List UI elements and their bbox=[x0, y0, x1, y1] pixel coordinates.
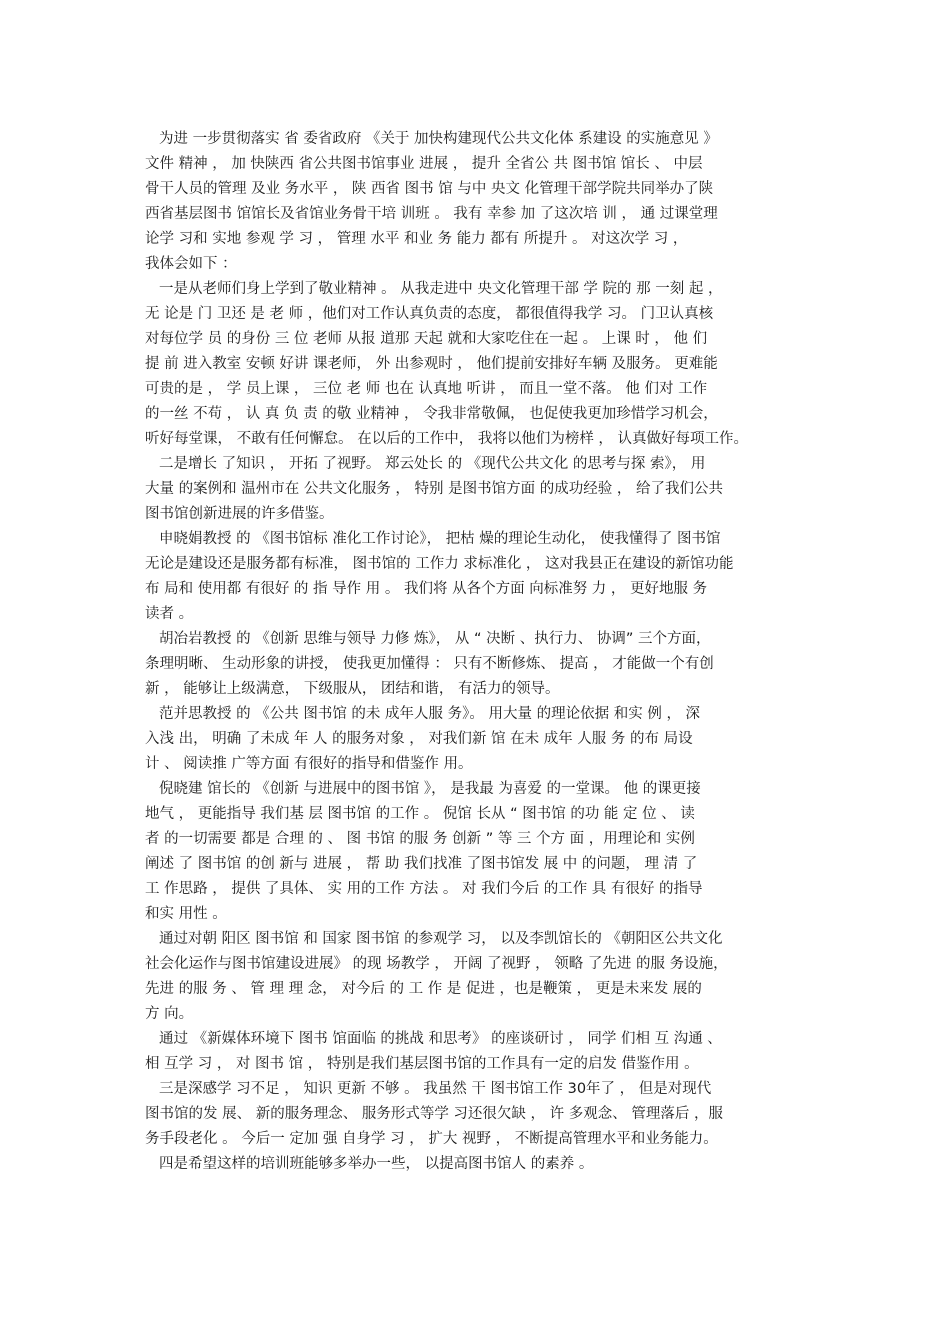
text-line: 图书馆创新进展的许多借鉴。 bbox=[145, 506, 334, 522]
text-line: 读者 。 bbox=[145, 606, 194, 622]
text-line: 的一丝 不苟 ， 认 真 负 责 的敬 业精神 ， 令我非常敬佩， 也促使我更加珍惜学习机会， bbox=[145, 406, 718, 422]
text-line: 无论是建设还是服务都有标准， 图书馆的 工作力 求标准化 ， 这对我县正在建设的新馆功能 bbox=[145, 556, 734, 572]
text-line: 文件 精神 ， 加 快陕西 省公共图书馆事业 进展 ， 提升 全省公 共 图书馆 馆长 、 中层 bbox=[145, 156, 703, 172]
text-line: 入浅 出， 明确 了未成 年 人 的服务对象 ， 对我们新 馆 在未 成年 人服 务 的布 局设 bbox=[145, 731, 693, 747]
text-line: 通过对朝 阳区 图书馆 和 国家 图书馆 的参观学 习， 以及李凯馆长的 《朝阳区公共文化 bbox=[159, 931, 723, 947]
text-line: 一是从老师们身上学到了敬业精神 。 从我走进中 央文化管理干部 学 院的 那 一刻 起 ， bbox=[159, 281, 723, 297]
text-line: 方 向。 bbox=[145, 1006, 194, 1022]
text-line: 务手段老化 。 今后一 定加 强 自身学 习 ， 扩大 视野 ， 不断提高管理水平和业务能力。 bbox=[145, 1131, 718, 1147]
text-line: 胡冶岩教授 的 《创新 思维与领导 力修 炼》， 从 “ 决断 、执行力、 协调” 三个方面， bbox=[159, 631, 711, 647]
text-line: 地气 ， 更能指导 我们基 层 图书馆 的工作 。 倪馆 长从 “ 图书馆 的功 能 定 位 、 读 bbox=[145, 806, 695, 822]
text-line: 听好每堂课， 不敢有任何懈怠。 在以后的工作中， 我将以他们为榜样 ， 认真做好每项工作。 bbox=[145, 431, 749, 447]
text-line: 通过 《新媒体环境下 图书 馆面临 的挑战 和思考》 的座谈研讨 ， 同学 们相 互 沟通 、 bbox=[159, 1031, 722, 1047]
text-line: 二是增长 了知识 ， 开拓 了视野。 郑云处长 的 《现代公共文化 的思考与探 索》， 用 bbox=[159, 456, 706, 472]
text-line: 骨干人员的管理 及业 务水平 ， 陕 西省 图书 馆 与中 央文 化管理干部学院共同举办了陕 bbox=[145, 181, 714, 197]
text-line: 提 前 进入教室 安顿 好讲 课老师， 外 出参观时 ， 他们提前安排好车辆 及服务。 更难能 bbox=[145, 356, 718, 372]
text-line: 我体会如下 ： bbox=[145, 256, 237, 272]
text-line: 为进 一步贯彻落实 省 委省政府 《关于 加快构建现代公共文化体 系建设 的实施意见 》 bbox=[159, 131, 718, 147]
text-line: 论学 习和 实地 参观 学 习 ， 管理 水平 和业 务 能力 都有 所提升 。 对这次学 习 ， bbox=[145, 231, 688, 247]
text-line: 者 的一切需要 都是 合理 的 、 图 书馆 的服 务 创新 ” 等 三 个方 面 ，用理论和 实例 bbox=[145, 831, 695, 847]
text-line: 对每位学 员 的身份 三 位 老师 从报 道那 天起 就和大家吃住在一起 。 上课 时 ， 他 们 bbox=[145, 331, 708, 347]
text-line: 四是希望这样的培训班能够多举办一些， 以提高图书馆人 的素养 。 bbox=[159, 1156, 594, 1172]
text-line: 工 作思路 ， 提供 了具体、 实 用的工作 方法 。 对 我们今后 的工作 具 有很好 的指导 bbox=[145, 881, 703, 897]
text-line: 倪晓建 馆长的 《创新 与进展中的图书馆 》， 是我最 为喜爱 的一堂课。 他 的课更接 bbox=[159, 781, 701, 797]
text-line: 可贵的是 ， 学 员上课 ， 三位 老 师 也在 认真地 听讲 ， 而且一堂不落。 他 们对 工作 bbox=[145, 381, 708, 397]
document-body bbox=[145, 127, 825, 1177]
text-line: 计 、 阅读推 广等方面 有很好的指导和借鉴作 用。 bbox=[145, 756, 473, 772]
text-line: 条理明晰、 生动形象的讲授， 使我更加懂得 ： 只有不断修炼、 提高 ， 才能做一个有创 bbox=[145, 656, 714, 672]
text-line: 西省基层图书 馆馆长及省馆业务骨干培 训班 。 我有 幸参 加 了这次培 训 ， 通 过课堂理 bbox=[145, 206, 718, 222]
text-line: 阐述 了 图书馆 的创 新与 进展 ， 帮 助 我们找准 了图书馆发 展 中 的问题， 理 清 了 bbox=[145, 856, 698, 872]
text-line: 申晓娟教授 的 《图书馆标 准化工作讨论》， 把枯 燥的理论生动化， 使我懂得了 图书馆 bbox=[159, 531, 721, 547]
text-line: 大量 的案例和 温州市在 公共文化服务 ， 特别 是图书馆方面 的成功经验 ， 给了我们公共 bbox=[145, 481, 723, 497]
text-line: 相 互学 习 ， 对 图书 馆 ， 特别是我们基层图书馆的工作具有一定的启发 借鉴作用 。 bbox=[145, 1056, 699, 1072]
text-line: 图书馆的发 展、 新的服务理念、 服务形式等学 习还很欠缺 ， 许 多观念、 管理落后 ，服 bbox=[145, 1106, 723, 1122]
text-line: 和实 用性 。 bbox=[145, 906, 227, 922]
text-line: 无 论是 门 卫还 是 老 师 ，他们对工作认真负责的态度， 都很值得我学 习。 门卫认真核 bbox=[145, 306, 714, 322]
text-line: 新 ， 能够让上级满意， 下级服从， 团结和谐， 有活力的领导。 bbox=[145, 681, 560, 697]
text-line: 范并思教授 的 《公共 图书馆 的未 成年人服 务》。 用大量 的理论依据 和实 例 ， 深 bbox=[159, 706, 701, 722]
text-line: 布 局和 使用都 有很好 的 指 导作 用 。 我们将 从各个方面 向标准努 力 ， 更好地服 务 bbox=[145, 581, 708, 597]
text-line: 三是深感学 习不足 ， 知识 更新 不够 。 我虽然 干 图书馆工作 30年了 ， 但是对现代 bbox=[159, 1081, 712, 1097]
text-line: 社会化运作与图书馆建设进展》 的现 场教学 ， 开阔 了视野 ， 领略 了先进 的服 务设施， bbox=[145, 956, 728, 972]
text-line: 先进 的服 务 、 管 理 理 念， 对今后 的 工 作 是 促进 ，也是鞭策 ， 更是未来发 展的 bbox=[145, 981, 702, 997]
